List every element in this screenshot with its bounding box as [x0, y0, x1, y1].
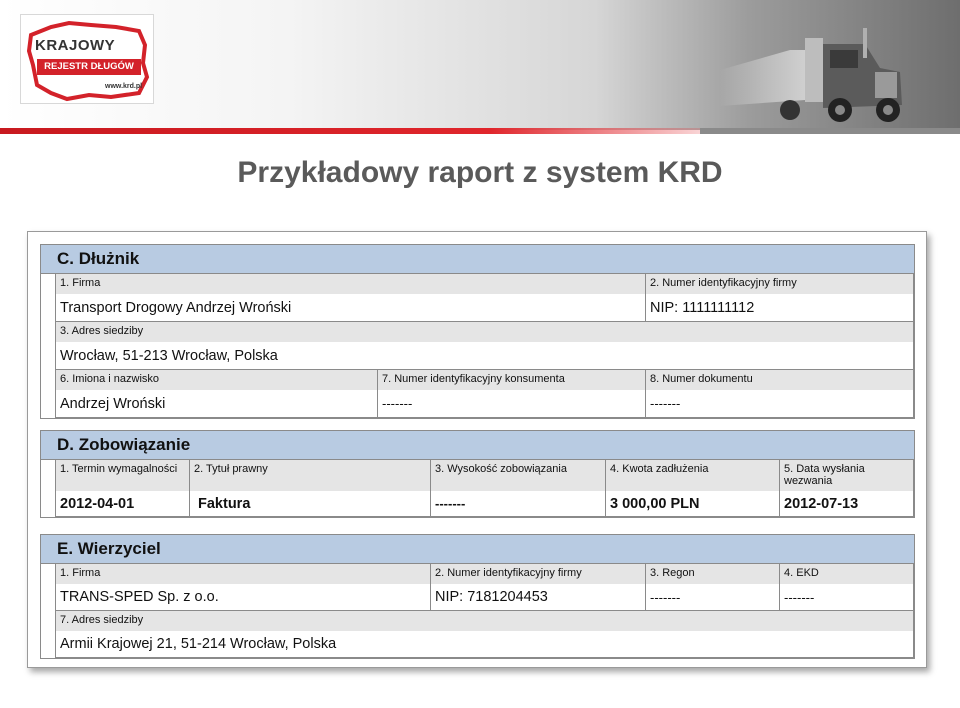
creditor-section	[40, 534, 915, 659]
debtor-address-value: Wrocław, 51-213 Wrocław, Polska	[60, 347, 278, 364]
creditor-firm-label: 1. Firma	[56, 564, 430, 584]
krd-logo	[20, 14, 154, 104]
debtor-heading: C. Dłużnik	[41, 245, 914, 274]
obligation-debt-value: 3 000,00 PLN	[610, 495, 700, 512]
obligation-title-label: 2. Tytuł prawny	[190, 460, 430, 491]
header-red-stripe	[0, 128, 700, 134]
obligation-amount-label: 3. Wysokość zobowiązania	[431, 460, 605, 491]
creditor-regon-value: -------	[650, 589, 681, 605]
creditor-ekd-value: -------	[784, 589, 815, 605]
creditor-ekd-label: 4. EKD	[780, 564, 913, 584]
logo-line2: REJESTR DŁUGÓW	[37, 59, 141, 75]
creditor-regon-label: 3. Regon	[646, 564, 779, 584]
debtor-firm-value: Transport Drogowy Andrzej Wroński	[60, 299, 292, 316]
truck-image	[680, 10, 930, 130]
obligation-grid	[55, 460, 914, 517]
obligation-heading: D. Zobowiązanie	[41, 431, 914, 460]
obligation-due-label: 1. Termin wymagalności	[56, 460, 189, 491]
creditor-address-label: 7. Adres siedziby	[56, 611, 913, 631]
logo-line1: KRAJOWY	[35, 37, 116, 54]
debtor-nip-value: NIP: 1111111112	[650, 299, 755, 316]
logo-url: www.krd.pl	[105, 83, 143, 90]
debtor-document-label: 8. Numer dokumentu	[646, 370, 913, 390]
creditor-nip-value: NIP: 7181204453	[435, 589, 548, 605]
debtor-address-label: 3. Adres siedziby	[56, 322, 913, 342]
debtor-names-label: 6. Imiona i nazwisko	[56, 370, 377, 390]
debtor-nip-label: 2. Numer identyfikacyjny firmy	[646, 274, 913, 294]
creditor-address-value: Armii Krajowej 21, 51-214 Wrocław, Polska	[60, 636, 337, 652]
creditor-heading: E. Wierzyciel	[41, 535, 914, 564]
debtor-section	[40, 244, 915, 419]
obligation-amount-value: -------	[435, 496, 466, 511]
debtor-names-value: Andrzej Wroński	[60, 395, 166, 412]
report-document	[27, 231, 927, 668]
creditor-firm-value: TRANS-SPED Sp. z o.o.	[60, 589, 219, 605]
obligation-section	[40, 430, 915, 518]
obligation-title-value: Faktura	[198, 495, 251, 512]
creditor-grid	[55, 564, 914, 658]
obligation-debt-label: 4. Kwota zadłużenia	[606, 460, 779, 491]
debtor-firm-label: 1. Firma	[56, 274, 645, 294]
debtor-grid	[55, 274, 914, 418]
obligation-sent-label: 5. Data wysłania wezwania	[780, 460, 913, 491]
obligation-sent-value: 2012-07-13	[784, 495, 859, 512]
creditor-nip-label: 2. Numer identyfikacyjny firmy	[431, 564, 645, 584]
debtor-consumer-id-label: 7. Numer identyfikacyjny konsumenta	[378, 370, 645, 390]
obligation-due-value: 2012-04-01	[60, 495, 135, 512]
debtor-consumer-id-value: -------	[382, 396, 413, 411]
page-title: Przykładowy raport z system KRD	[237, 156, 723, 189]
debtor-document-value: -------	[650, 396, 681, 411]
